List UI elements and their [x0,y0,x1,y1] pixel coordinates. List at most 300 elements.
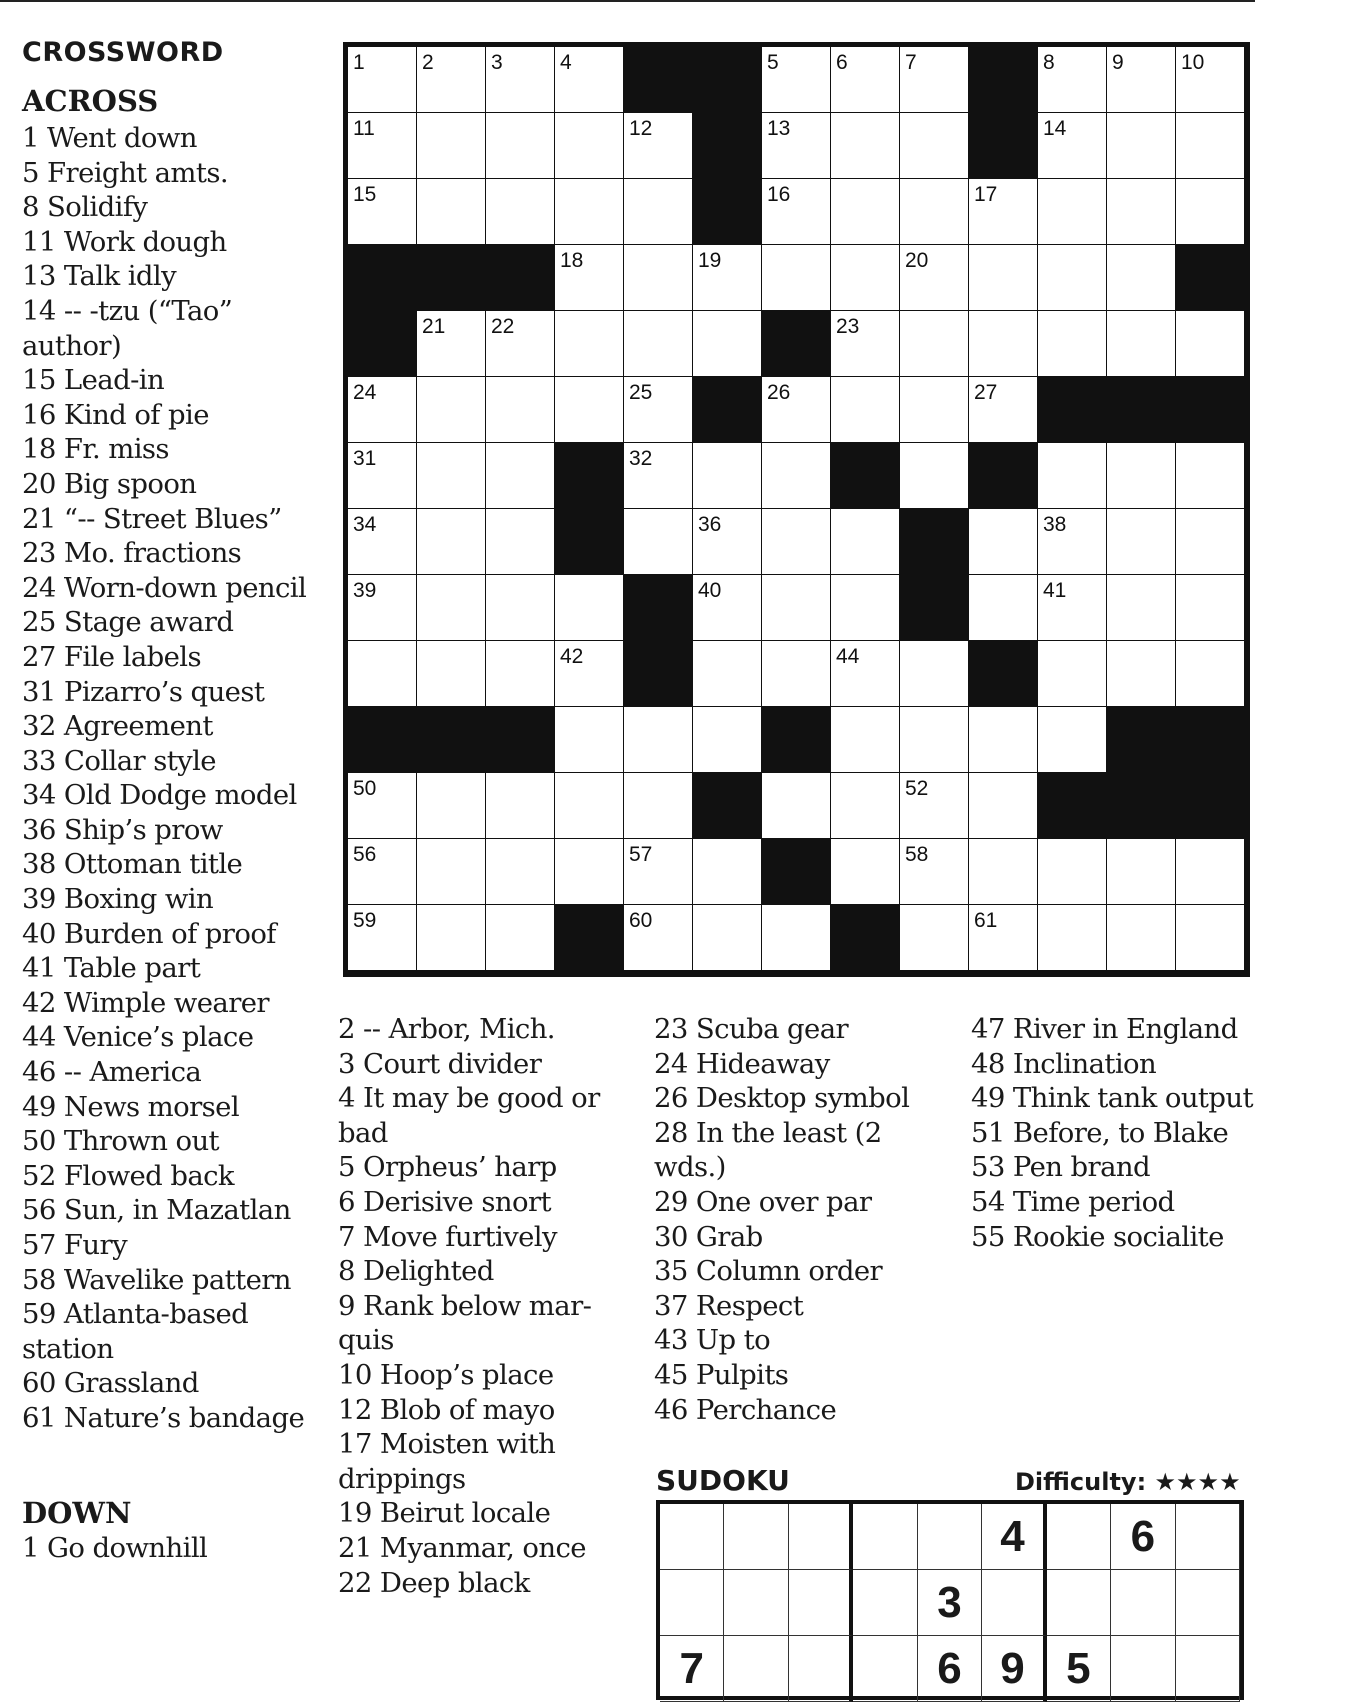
crossword-cell[interactable] [1107,113,1176,179]
clue-item: 49 Think tank output [971,1082,1253,1115]
crossword-cell[interactable] [762,179,831,245]
clue-item: 47 River in England [971,1013,1238,1045]
sudoku-cell[interactable]: 3 [918,1570,982,1636]
cell-number: 24 [353,381,377,404]
clue-item: 43 Up to [654,1324,771,1357]
cell-number: 42 [560,645,584,668]
crossword-cell[interactable] [900,641,969,707]
clue-item: 5 Freight amts. [22,156,229,189]
crossword-cell[interactable] [1038,47,1107,113]
crossword-cell[interactable] [1176,113,1245,179]
crossword-grid [343,42,1250,977]
crossword-cell[interactable] [624,707,693,773]
crossword-cell[interactable] [555,47,624,113]
crossword-cell[interactable] [1176,509,1245,575]
crossword-cell[interactable] [1107,311,1176,377]
crossword-cell[interactable] [1107,839,1176,905]
crossword-cell[interactable] [831,773,900,839]
black-square [693,179,762,245]
black-square [969,641,1038,707]
black-square [900,509,969,575]
crossword-cell[interactable] [486,47,555,113]
crossword-cell[interactable] [348,773,417,839]
crossword-cell[interactable] [624,443,693,509]
crossword-cell[interactable] [762,443,831,509]
black-square [1176,245,1245,311]
sudoku-cell[interactable] [789,1636,853,1702]
clue-item: 38 Ottoman title [22,848,243,881]
crossword-cell[interactable] [693,509,762,575]
crossword-cell[interactable] [417,113,486,179]
crossword-cell[interactable] [555,575,624,641]
crossword-cell[interactable] [969,311,1038,377]
crossword-cell[interactable] [969,575,1038,641]
clue-item: 31 Pizarro’s quest [22,675,265,708]
crossword-cell[interactable] [1038,245,1107,311]
black-square [900,971,969,972]
black-square [693,47,762,113]
crossword-cell[interactable] [555,245,624,311]
clue-item: 24 Hideaway [654,1047,830,1080]
crossword-cell[interactable] [417,509,486,575]
crossword-cell[interactable] [762,245,831,311]
clue-item: 58 Wavelike pattern [22,1263,291,1296]
crossword-cell[interactable] [486,443,555,509]
clue-item: 37 Respect [654,1289,804,1322]
cell-number: 44 [836,645,860,668]
crossword-cell[interactable] [417,971,486,972]
clue-item: 12 Blob of mayo [338,1393,555,1426]
black-square [624,575,693,641]
clue-item: 8 Delighted [338,1255,494,1288]
crossword-cell[interactable] [900,707,969,773]
crossword-cell[interactable] [693,443,762,509]
crossword-cell[interactable] [762,113,831,179]
down-heading: DOWN [22,1496,132,1530]
crossword-cell[interactable] [624,971,693,972]
clue-item: 29 One over par [654,1185,872,1218]
crossword-cell[interactable] [969,377,1038,443]
cell-number: 11 [353,117,375,140]
clue-item: 36 Ship’s prow [22,813,223,846]
clue-item: 30 Grab [654,1220,763,1253]
crossword-cell[interactable] [1176,971,1245,972]
crossword-cell[interactable] [1176,443,1245,509]
crossword-cell[interactable] [1038,179,1107,245]
crossword-cell[interactable] [417,641,486,707]
clue-item: 26 Desktop symbol [654,1082,910,1115]
crossword-cell[interactable] [624,113,693,179]
clue-item: 45 Pulpits [654,1358,789,1391]
clue-item: 3 Court divider [338,1047,542,1080]
crossword-cell[interactable] [348,641,417,707]
black-square [555,443,624,509]
clue-item: 33 Collar style [22,744,216,777]
crossword-cell[interactable] [348,905,417,971]
crossword-cell[interactable] [1038,905,1107,971]
crossword-cell[interactable] [348,377,417,443]
crossword-cell[interactable] [555,641,624,707]
crossword-cell[interactable] [1107,575,1176,641]
clue-item: 4 It may be good or bad [338,1082,600,1149]
crossword-cell[interactable] [900,905,969,971]
crossword-cell[interactable] [1107,971,1176,972]
clue-item: 57 Fury [22,1229,128,1261]
cell-number: 31 [353,447,377,470]
cell-number: 20 [905,249,929,272]
clue-item: 60 Grassland [22,1367,199,1400]
clue-item: 40 Burden of proof [22,917,276,950]
crossword-cell[interactable] [486,179,555,245]
crossword-cell[interactable] [693,575,762,641]
clue-item: 5 Orpheus’ harp [338,1151,557,1184]
cell-number: 25 [629,381,653,404]
crossword-cell[interactable] [624,839,693,905]
crossword-cell[interactable] [762,773,831,839]
clue-item: 17 Moisten with drippings [338,1428,556,1495]
crossword-cell[interactable] [624,245,693,311]
crossword-cell[interactable] [555,311,624,377]
sudoku-cell[interactable] [1176,1636,1240,1702]
sudoku-cell[interactable] [660,1504,724,1570]
crossword-cell[interactable] [900,773,969,839]
crossword-cell[interactable] [1038,971,1107,972]
crossword-cell[interactable] [831,311,900,377]
clue-item: 59 Atlanta-based station [22,1298,249,1365]
clue-item: 14 -- -tzu (“Tao” author) [22,294,233,362]
sudoku-cell[interactable] [724,1570,788,1636]
crossword-cell[interactable] [555,179,624,245]
crossword-cell[interactable] [762,641,831,707]
crossword-cell[interactable] [831,707,900,773]
crossword-cell[interactable] [1176,905,1245,971]
crossword-cell[interactable] [486,575,555,641]
cell-number: 36 [698,513,722,536]
crossword-cell[interactable] [831,839,900,905]
crossword-cell[interactable] [486,113,555,179]
crossword-cell[interactable] [762,509,831,575]
sudoku-cell[interactable]: 5 [1047,1636,1111,1702]
clue-item: 23 Mo. fractions [22,537,242,570]
crossword-cell[interactable] [417,773,486,839]
crossword-cell[interactable] [348,443,417,509]
sudoku-cell[interactable] [853,1504,917,1570]
cell-number: 39 [353,579,377,602]
crossword-cell[interactable] [1107,179,1176,245]
crossword-title: CROSSWORD [22,37,224,68]
clue-item: 49 News morsel [22,1090,240,1123]
crossword-cell[interactable] [417,905,486,971]
black-square [762,707,831,773]
black-square [969,443,1038,509]
crossword-cell[interactable] [417,179,486,245]
crossword-cell[interactable] [900,245,969,311]
crossword-cell[interactable] [624,905,693,971]
crossword-cell[interactable] [1107,443,1176,509]
crossword-cell[interactable] [624,311,693,377]
sudoku-cell[interactable] [918,1504,982,1570]
cell-number: 22 [491,315,515,338]
cell-number: 41 [1043,579,1067,602]
crossword-cell[interactable] [969,839,1038,905]
crossword-cell[interactable] [693,245,762,311]
cell-number: 14 [1043,117,1067,140]
crossword-cell[interactable] [969,707,1038,773]
crossword-cell[interactable] [831,641,900,707]
crossword-cell[interactable] [1038,707,1107,773]
crossword-cell[interactable] [831,113,900,179]
crossword-cell[interactable] [624,377,693,443]
crossword-cell[interactable] [831,245,900,311]
crossword-cell[interactable] [348,509,417,575]
sudoku-cell[interactable]: 7 [660,1636,724,1702]
black-square [831,971,900,972]
clue-item: 34 Old Dodge model [22,779,297,812]
crossword-cell[interactable] [1176,179,1245,245]
crossword-cell[interactable] [969,179,1038,245]
cell-number: 18 [560,249,584,272]
cell-number: 7 [905,51,917,74]
crossword-cell[interactable] [1038,443,1107,509]
crossword-cell[interactable] [969,971,1038,972]
black-square [417,707,486,773]
clue-item: 44 Venice’s place [22,1021,254,1054]
crossword-cell[interactable] [831,377,900,443]
clue-item: 11 Work dough [22,225,227,258]
crossword-cell[interactable] [693,311,762,377]
crossword-cell[interactable] [762,377,831,443]
crossword-cell[interactable] [1038,641,1107,707]
crossword-cell[interactable] [555,113,624,179]
crossword-cell[interactable] [762,47,831,113]
clue-item: 56 Sun, in Mazatlan [22,1194,291,1227]
crossword-cell[interactable] [831,179,900,245]
crossword-cell[interactable] [831,47,900,113]
crossword-cell[interactable] [417,311,486,377]
crossword-cell[interactable] [1038,509,1107,575]
crossword-cell[interactable] [1176,47,1245,113]
sudoku-cell[interactable] [724,1636,788,1702]
crossword-cell[interactable] [969,773,1038,839]
cell-number: 27 [974,381,998,404]
crossword-cell[interactable] [486,641,555,707]
black-square [900,575,969,641]
clue-item: 54 Time period [971,1185,1175,1218]
crossword-cell[interactable] [1176,311,1245,377]
clue-item: 18 Fr. miss [22,433,169,466]
clue-item: 61 Nature’s bandage [22,1401,305,1434]
crossword-cell[interactable] [969,509,1038,575]
black-square [1176,773,1245,839]
clue-item: 1 Go downhill [22,1532,208,1564]
cell-number: 2 [422,51,434,74]
crossword-cell[interactable] [900,47,969,113]
clue-item: 21 Myanmar, once [338,1531,586,1564]
crossword-cell[interactable] [831,509,900,575]
crossword-cell[interactable] [624,509,693,575]
sudoku-cell[interactable]: 6 [918,1636,982,1702]
crossword-cell[interactable] [1107,905,1176,971]
cell-number: 38 [1043,513,1067,536]
crossword-cell[interactable] [1176,839,1245,905]
sudoku-cell[interactable] [1111,1570,1175,1636]
clue-item: 55 Rookie socialite [971,1220,1224,1253]
sudoku-cell[interactable] [1176,1570,1240,1636]
clue-item: 6 Derisive snort [338,1185,551,1218]
down-clue-list-2 [338,1012,626,1600]
crossword-cell[interactable] [348,839,417,905]
black-square [831,905,900,971]
crossword-cell[interactable] [1038,311,1107,377]
crossword-cell[interactable] [693,839,762,905]
cell-number: 60 [629,909,653,932]
black-square [486,707,555,773]
crossword-cell[interactable] [348,179,417,245]
clue-item: 41 Table part [22,952,201,985]
sudoku-cell[interactable] [789,1504,853,1570]
cell-number: 21 [422,315,446,338]
crossword-cell[interactable] [693,707,762,773]
crossword-cell[interactable] [417,377,486,443]
cell-number: 40 [698,579,722,602]
clue-item: 13 Talk idly [22,260,177,293]
clue-item: 39 Boxing win [22,883,214,916]
crossword-cell[interactable] [969,905,1038,971]
cell-number: 34 [353,513,377,536]
crossword-cell[interactable] [1038,575,1107,641]
clue-item: 25 Stage award [22,606,234,639]
cell-number: 56 [353,843,377,866]
crossword-cell[interactable] [762,905,831,971]
black-square [969,47,1038,113]
crossword-cell[interactable] [1107,509,1176,575]
sudoku-cell[interactable]: 6 [1111,1504,1175,1570]
crossword-cell[interactable] [348,113,417,179]
crossword-cell[interactable] [417,443,486,509]
crossword-cell[interactable] [624,773,693,839]
crossword-cell[interactable] [555,773,624,839]
black-square [555,509,624,575]
crossword-cell[interactable] [1107,641,1176,707]
clue-item: 51 Before, to Blake [971,1116,1229,1149]
clue-item: 28 In the least (2 wds.) [654,1116,882,1184]
cell-number: 57 [629,843,653,866]
crossword-cell[interactable] [417,839,486,905]
sudoku-cell[interactable] [1176,1504,1240,1570]
clue-item: 1 Went down [22,122,197,154]
black-square [969,113,1038,179]
clue-item: 48 Inclination [971,1047,1157,1080]
sudoku-cell[interactable]: 9 [982,1636,1046,1702]
cell-number: 1 [353,51,365,74]
crossword-cell[interactable] [693,641,762,707]
crossword-cell[interactable] [348,971,417,972]
crossword-cell[interactable] [900,113,969,179]
crossword-cell[interactable] [624,179,693,245]
sudoku-cell[interactable] [1111,1636,1175,1702]
clue-item: 46 -- America [22,1056,202,1089]
cell-number: 58 [905,843,929,866]
black-square [1176,377,1245,443]
crossword-cell[interactable] [486,773,555,839]
sudoku-cell[interactable] [660,1570,724,1636]
cell-number: 6 [836,51,848,74]
crossword-cell[interactable] [693,905,762,971]
black-square [624,641,693,707]
crossword-cell[interactable] [555,377,624,443]
black-square [1038,773,1107,839]
clue-item: 15 Lead-in [22,364,165,397]
sudoku-difficulty: Difficulty: ★★★★ [1015,1468,1241,1496]
sudoku-cell[interactable]: 4 [982,1504,1046,1570]
crossword-cell[interactable] [693,971,762,972]
clue-item: 2 -- Arbor, Mich. [338,1013,555,1045]
cell-number: 13 [767,117,791,140]
clue-item: 22 Deep black [338,1566,530,1599]
sudoku-cell[interactable] [853,1570,917,1636]
crossword-cell[interactable] [900,443,969,509]
black-square [348,311,417,377]
crossword-cell[interactable] [486,509,555,575]
sudoku-cell[interactable] [789,1570,853,1636]
crossword-cell[interactable] [555,839,624,905]
cell-number: 59 [353,909,377,932]
crossword-cell[interactable] [1107,245,1176,311]
crossword-cell[interactable] [900,377,969,443]
clue-item: 20 Big spoon [22,467,197,500]
cell-number: 9 [1112,51,1124,74]
black-square [762,839,831,905]
cell-number: 52 [905,777,929,800]
clue-item: 24 Worn-down pencil [22,571,307,604]
black-square [555,971,624,972]
crossword-cell[interactable] [486,839,555,905]
crossword-cell[interactable] [900,311,969,377]
crossword-cell[interactable] [900,839,969,905]
crossword-cell[interactable] [762,971,831,972]
black-square [1176,707,1245,773]
crossword-cell[interactable] [417,575,486,641]
crossword-cell[interactable] [486,971,555,972]
crossword-cell[interactable] [969,245,1038,311]
crossword-cell[interactable] [417,47,486,113]
crossword-cell[interactable] [1176,575,1245,641]
black-square [348,245,417,311]
sudoku-cell[interactable] [982,1570,1046,1636]
down-clue-list-1 [22,1531,312,1566]
crossword-cell[interactable] [348,47,417,113]
crossword-cell[interactable] [1176,641,1245,707]
crossword-cell[interactable] [831,575,900,641]
sudoku-cell[interactable] [724,1504,788,1570]
crossword-cell[interactable] [1038,839,1107,905]
black-square [762,311,831,377]
crossword-cell[interactable] [348,575,417,641]
sudoku-cell[interactable] [1047,1570,1111,1636]
crossword-cell[interactable] [762,575,831,641]
crossword-cell[interactable] [1107,47,1176,113]
crossword-cell[interactable] [486,905,555,971]
crossword-cell[interactable] [486,311,555,377]
sudoku-cell[interactable] [853,1636,917,1702]
cell-number: 61 [974,909,998,932]
crossword-cell[interactable] [486,377,555,443]
crossword-cell[interactable] [900,179,969,245]
sudoku-cell[interactable] [1047,1504,1111,1570]
crossword-cell[interactable] [1038,113,1107,179]
cell-number: 3 [491,51,503,74]
crossword-cell[interactable] [555,707,624,773]
